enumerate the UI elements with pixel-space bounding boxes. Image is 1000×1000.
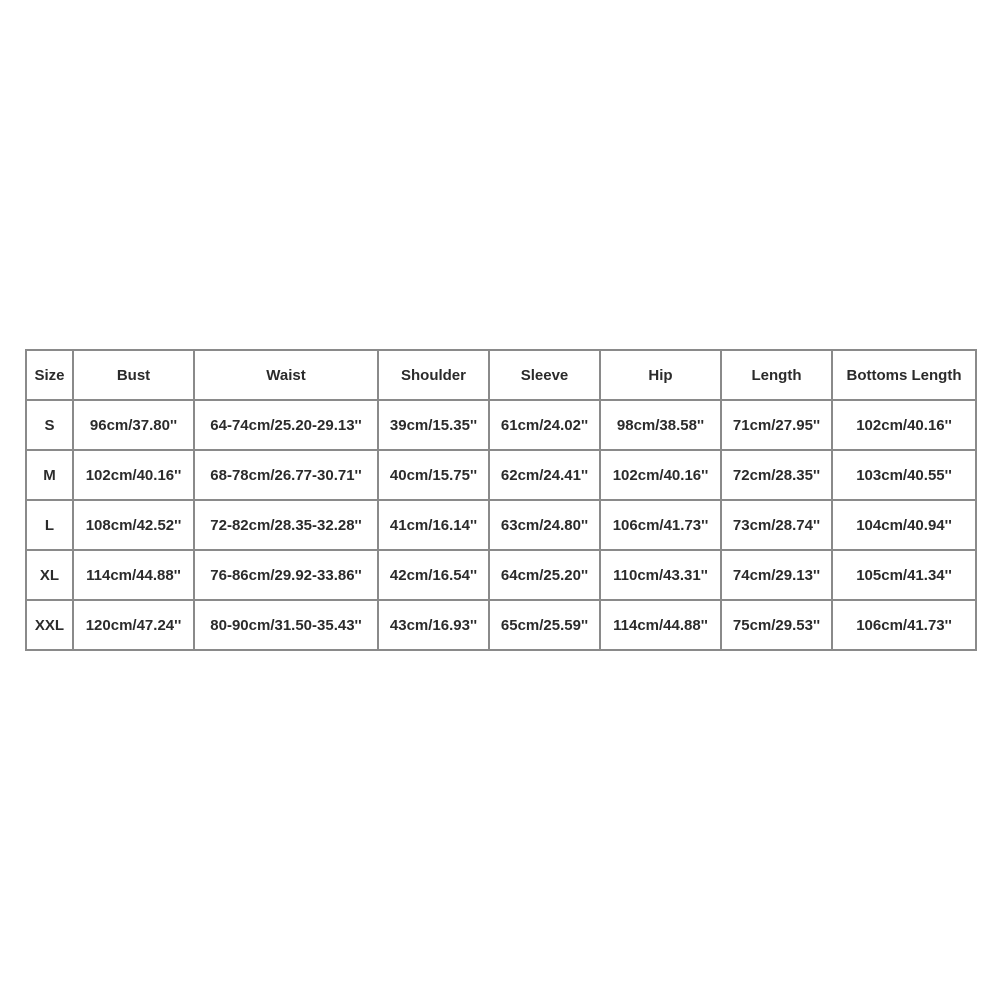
cell-bust: 108cm/42.52'': [74, 501, 195, 551]
table-row: [27, 601, 977, 651]
cell-length: 75cm/29.53'': [722, 601, 833, 651]
cell-bottoms-length: 104cm/40.94'': [833, 501, 977, 551]
cell-waist: 64-74cm/25.20-29.13'': [195, 401, 379, 451]
cell-hip: 106cm/41.73'': [601, 501, 722, 551]
header-hip: Hip: [601, 351, 722, 401]
cell-bottoms-length: 102cm/40.16'': [833, 401, 977, 451]
cell-size: S: [27, 401, 74, 451]
cell-size: XXL: [27, 601, 74, 651]
table-row: [27, 501, 977, 551]
header-bust: Bust: [74, 351, 195, 401]
cell-length: 73cm/28.74'': [722, 501, 833, 551]
table-row: [27, 401, 977, 451]
cell-sleeve: 62cm/24.41'': [490, 451, 601, 501]
cell-bottoms-length: 106cm/41.73'': [833, 601, 977, 651]
cell-bottoms-length: 103cm/40.55'': [833, 451, 977, 501]
cell-bust: 96cm/37.80'': [74, 401, 195, 451]
header-row: [27, 351, 977, 401]
cell-size: XL: [27, 551, 74, 601]
cell-sleeve: 61cm/24.02'': [490, 401, 601, 451]
cell-sleeve: 65cm/25.59'': [490, 601, 601, 651]
cell-hip: 98cm/38.58'': [601, 401, 722, 451]
cell-waist: 80-90cm/31.50-35.43'': [195, 601, 379, 651]
cell-bottoms-length: 105cm/41.34'': [833, 551, 977, 601]
header-length: Length: [722, 351, 833, 401]
cell-shoulder: 41cm/16.14'': [379, 501, 490, 551]
cell-bust: 114cm/44.88'': [74, 551, 195, 601]
cell-waist: 68-78cm/26.77-30.71'': [195, 451, 379, 501]
header-shoulder: Shoulder: [379, 351, 490, 401]
cell-size: L: [27, 501, 74, 551]
cell-hip: 102cm/40.16'': [601, 451, 722, 501]
cell-waist: 76-86cm/29.92-33.86'': [195, 551, 379, 601]
cell-shoulder: 40cm/15.75'': [379, 451, 490, 501]
cell-sleeve: 64cm/25.20'': [490, 551, 601, 601]
cell-shoulder: 39cm/15.35'': [379, 401, 490, 451]
header-waist: Waist: [195, 351, 379, 401]
cell-length: 72cm/28.35'': [722, 451, 833, 501]
table-row: [27, 451, 977, 501]
header-sleeve: Sleeve: [490, 351, 601, 401]
cell-length: 74cm/29.13'': [722, 551, 833, 601]
cell-size: M: [27, 451, 74, 501]
cell-hip: 114cm/44.88'': [601, 601, 722, 651]
cell-shoulder: 42cm/16.54'': [379, 551, 490, 601]
table-row: [27, 551, 977, 601]
cell-length: 71cm/27.95'': [722, 401, 833, 451]
cell-hip: 110cm/43.31'': [601, 551, 722, 601]
cell-shoulder: 43cm/16.93'': [379, 601, 490, 651]
cell-bust: 120cm/47.24'': [74, 601, 195, 651]
header-size: Size: [27, 351, 74, 401]
size-chart-table: [25, 349, 977, 651]
cell-bust: 102cm/40.16'': [74, 451, 195, 501]
cell-sleeve: 63cm/24.80'': [490, 501, 601, 551]
cell-waist: 72-82cm/28.35-32.28'': [195, 501, 379, 551]
header-bottoms-length: Bottoms Length: [833, 351, 977, 401]
